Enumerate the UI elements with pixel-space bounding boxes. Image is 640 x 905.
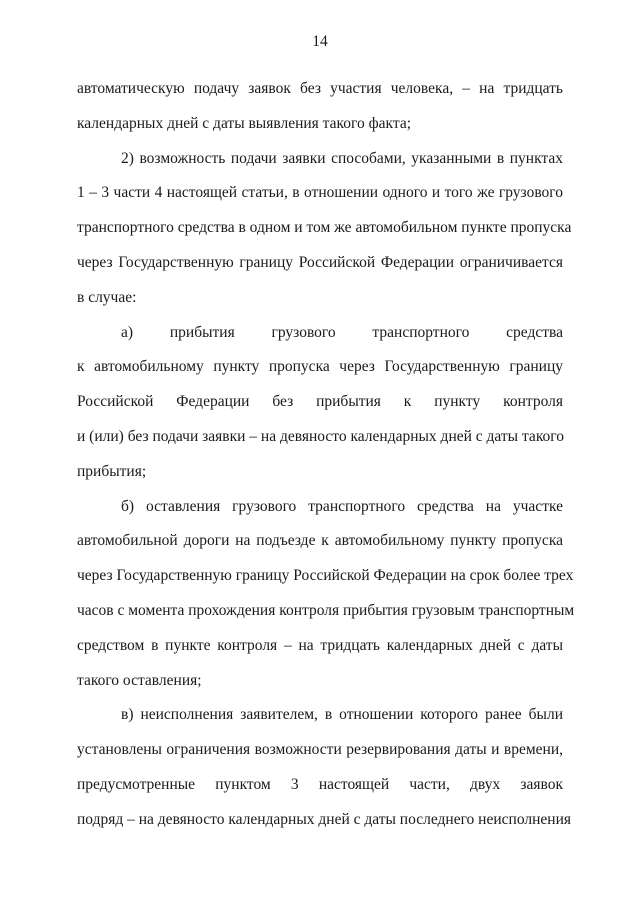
- text-line: в случае:: [77, 288, 137, 306]
- page-number: 14: [312, 33, 328, 50]
- text-line: автоматическую подачу заявок без участия человека, – на тридцать: [77, 80, 563, 97]
- text-line: Российской Федерации без прибытия к пункту контроля: [77, 393, 563, 411]
- text-line: а) прибытия грузового транспортного средства: [121, 323, 563, 341]
- text-line: такого оставления;: [77, 671, 202, 689]
- text-line: автомобильной дороги на подъезде к автомобильному пункту пропуска: [77, 532, 563, 550]
- text-line: средством в пункте контроля – на тридцать календарных дней с даты: [77, 636, 563, 654]
- text-line: б) оставления грузового транспортного средства на участке: [121, 497, 563, 515]
- text-line: календарных дней с даты выявления такого факта;: [77, 114, 411, 132]
- text-line: часов с момента прохождения контроля прибытия грузовым транспортным: [77, 601, 575, 619]
- text-line: 1 – 3 части 4 настоящей статьи, в отношении одного и того же грузового: [77, 184, 563, 202]
- text-line: в) неисполнения заявителем, в отношении которого ранее были: [121, 706, 563, 724]
- text-line: транспортного средства в одном и том же автомобильном пункте пропуска: [77, 219, 572, 237]
- text-line: прибытия;: [77, 462, 147, 480]
- text-line: предусмотренные пунктом 3 настоящей части, двух заявок: [77, 775, 563, 793]
- document-body: [77, 72, 575, 838]
- text-line: установлены ограничения возможности резервирования даты и времени,: [77, 741, 563, 759]
- text-line: через Государственную границу Российской Федерации на срок более трех: [77, 567, 574, 585]
- text-line: 2) возможность подачи заявки способами, указанными в пунктах: [121, 149, 563, 167]
- text-line: подряд – на девяносто календарных дней с даты последнего неисполнения: [77, 810, 571, 828]
- text-line: к автомобильному пункту пропуска через Государственную границу: [77, 358, 563, 376]
- text-line: через Государственную границу Российской Федерации ограничивается: [77, 253, 563, 271]
- text-line: и (или) без подачи заявки – на девяносто календарных дней с даты такого: [77, 427, 565, 445]
